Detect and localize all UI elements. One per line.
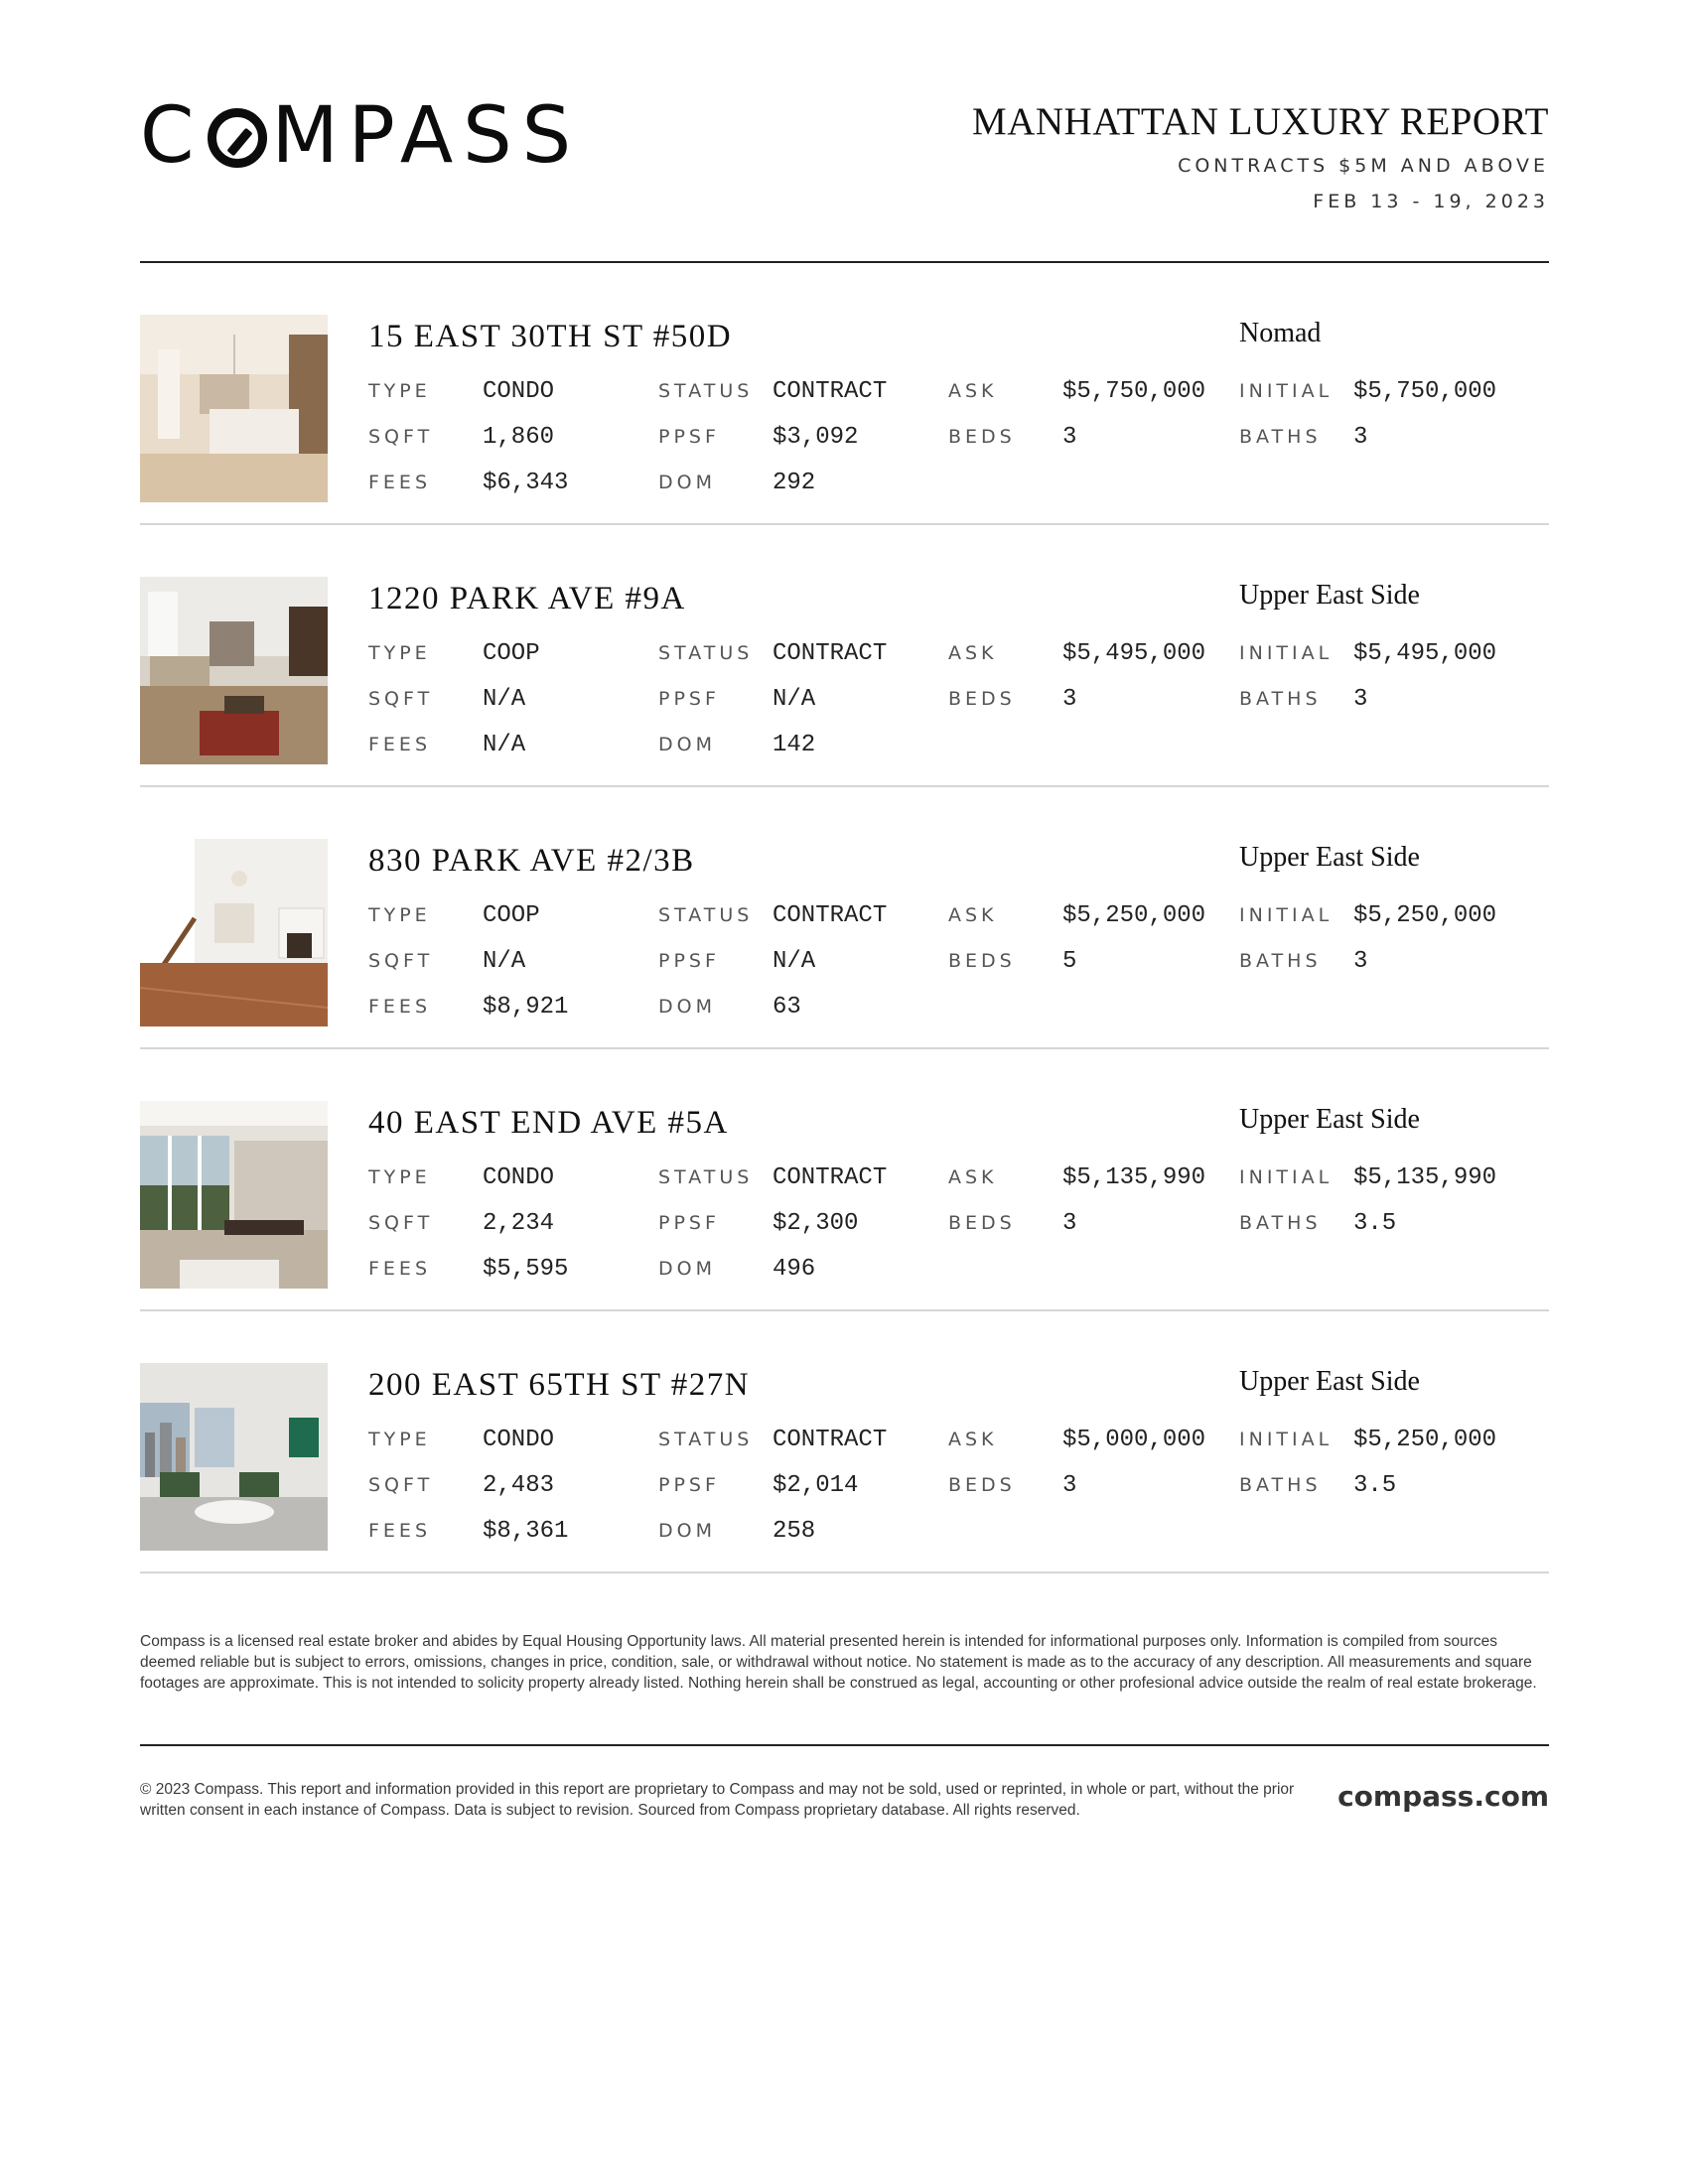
sqft-value: N/A — [483, 686, 526, 713]
type-value: CONDO — [483, 1164, 555, 1191]
ppsf-value: $2,300 — [773, 1210, 859, 1237]
initial-value: $5,135,990 — [1353, 1164, 1497, 1191]
fees-value: $8,921 — [483, 994, 569, 1021]
report-page — [140, 0, 1549, 1819]
ask-label: ASK — [948, 1429, 998, 1450]
initial-value: $5,250,000 — [1353, 902, 1497, 929]
listing-address[interactable]: 40 EAST END AVE #5A — [368, 1105, 729, 1141]
beds-value: 3 — [1062, 424, 1077, 451]
initial-label: INITIAL — [1239, 1166, 1334, 1188]
initial-value: $5,495,000 — [1353, 640, 1497, 667]
baths-value: 3 — [1353, 424, 1368, 451]
fees-label: FEES — [368, 996, 431, 1018]
listing-address[interactable]: 1220 PARK AVE #9A — [368, 581, 686, 616]
beds-value: 3 — [1062, 1210, 1077, 1237]
dom-value: 63 — [773, 994, 801, 1021]
initial-label: INITIAL — [1239, 642, 1334, 664]
fees-value: N/A — [483, 732, 526, 758]
status-label: STATUS — [658, 1166, 754, 1188]
dom-value: 142 — [773, 732, 816, 758]
listing-address[interactable]: 15 EAST 30TH ST #50D — [368, 319, 733, 354]
initial-label: INITIAL — [1239, 1429, 1334, 1450]
footer-divider — [140, 1744, 1549, 1746]
beds-label: BEDS — [948, 1474, 1016, 1496]
living-room-photo[interactable] — [140, 577, 328, 764]
interior-kitchen-photo[interactable] — [140, 315, 328, 502]
dom-value: 496 — [773, 1256, 816, 1283]
type-value: COOP — [483, 640, 540, 667]
ask-value: $5,000,000 — [1062, 1427, 1206, 1453]
fees-label: FEES — [368, 1520, 431, 1542]
fees-value: $5,595 — [483, 1256, 569, 1283]
sqft-value: 2,483 — [483, 1472, 555, 1499]
type-value: CONDO — [483, 1427, 555, 1453]
beds-value: 3 — [1062, 1472, 1077, 1499]
listing-neighborhood: Nomad — [1239, 318, 1322, 348]
ask-label: ASK — [948, 380, 998, 402]
ask-label: ASK — [948, 1166, 998, 1188]
status-label: STATUS — [658, 1429, 754, 1450]
listing-neighborhood: Upper East Side — [1239, 842, 1420, 873]
dom-label: DOM — [658, 996, 716, 1018]
beds-label: BEDS — [948, 1212, 1016, 1234]
living-room-skyline-photo[interactable] — [140, 1363, 328, 1551]
baths-value: 3 — [1353, 686, 1368, 713]
dom-value: 258 — [773, 1518, 816, 1545]
ask-label: ASK — [948, 642, 998, 664]
fees-label: FEES — [368, 734, 431, 755]
initial-label: INITIAL — [1239, 904, 1334, 926]
ppsf-value: N/A — [773, 948, 816, 975]
ask-label: ASK — [948, 904, 998, 926]
status-value: CONTRACT — [773, 902, 888, 929]
ppsf-value: $2,014 — [773, 1472, 859, 1499]
initial-label: INITIAL — [1239, 380, 1334, 402]
initial-value: $5,250,000 — [1353, 1427, 1497, 1453]
report-title: MANHATTAN LUXURY REPORT — [972, 100, 1549, 143]
dom-label: DOM — [658, 472, 716, 493]
status-label: STATUS — [658, 904, 754, 926]
legal-disclaimer: Compass is a licensed real estate broker and abides by Equal Housing Opportunity laws. All material presented herein is intended for informational purposes only. Information is compiled from sources deemed reliable but is subject to errors, omissions, changes in price, condition, sale, or withdrawal without notice. No statement is made as to the accuracy of any description. All measurements and square footages are approximate. This is not intended to solicity property already listed. Nothing herein shall be construed as legal, accounting or other profesional advice outside the realm of real estate brokerage. — [140, 1633, 1537, 1692]
compass-logo-o-icon — [208, 108, 267, 168]
report-subtitle: CONTRACTS $5M AND ABOVE — [1178, 155, 1549, 177]
ask-value: $5,750,000 — [1062, 378, 1206, 405]
type-label: TYPE — [368, 380, 431, 402]
listing-row — [140, 263, 1549, 525]
dom-label: DOM — [658, 1258, 716, 1280]
status-value: CONTRACT — [773, 1427, 888, 1453]
fees-value: $6,343 — [483, 470, 569, 496]
listings — [140, 263, 1549, 1573]
listing-neighborhood: Upper East Side — [1239, 1366, 1420, 1397]
status-label: STATUS — [658, 642, 754, 664]
baths-label: BATHS — [1239, 950, 1322, 972]
ppsf-label: PPSF — [658, 688, 720, 710]
sqft-value: 2,234 — [483, 1210, 555, 1237]
listing-row — [140, 525, 1549, 787]
sqft-value: N/A — [483, 948, 526, 975]
fees-label: FEES — [368, 1258, 431, 1280]
beds-value: 5 — [1062, 948, 1077, 975]
initial-value: $5,750,000 — [1353, 378, 1497, 405]
status-label: STATUS — [658, 380, 754, 402]
listing-row — [140, 1049, 1549, 1311]
listing-neighborhood: Upper East Side — [1239, 580, 1420, 611]
sqft-label: SQFT — [368, 426, 434, 448]
dom-value: 292 — [773, 470, 816, 496]
website-link[interactable]: compass.com — [1337, 1780, 1549, 1813]
sqft-label: SQFT — [368, 1474, 434, 1496]
listing-address[interactable]: 830 PARK AVE #2/3B — [368, 843, 695, 879]
report-header — [140, 0, 1549, 264]
ppsf-label: PPSF — [658, 950, 720, 972]
copyright-notice: © 2023 Compass. This report and information provided in this report are proprietary to Compass and may not be sold, used or reprinted, in whole or part, without the prior written consent in each instance of Compass. Data is subject to revision. Sourced from Compass proprietary database. All rights reserved. — [140, 1781, 1295, 1819]
baths-value: 3.5 — [1353, 1210, 1397, 1237]
ppsf-label: PPSF — [658, 1212, 720, 1234]
listing-row — [140, 1311, 1549, 1573]
sqft-label: SQFT — [368, 950, 434, 972]
ppsf-label: PPSF — [658, 426, 720, 448]
type-label: TYPE — [368, 904, 431, 926]
fees-value: $8,361 — [483, 1518, 569, 1545]
dining-room-view-photo[interactable] — [140, 1101, 328, 1289]
type-label: TYPE — [368, 1429, 431, 1450]
ask-value: $5,495,000 — [1062, 640, 1206, 667]
status-value: CONTRACT — [773, 640, 888, 667]
fees-label: FEES — [368, 472, 431, 493]
type-label: TYPE — [368, 642, 431, 664]
beds-label: BEDS — [948, 950, 1016, 972]
type-value: CONDO — [483, 378, 555, 405]
compass-logo: C MPASS — [140, 91, 582, 181]
sqft-value: 1,860 — [483, 424, 555, 451]
baths-label: BATHS — [1239, 1474, 1322, 1496]
listing-neighborhood: Upper East Side — [1239, 1104, 1420, 1135]
baths-value: 3 — [1353, 948, 1368, 975]
type-label: TYPE — [368, 1166, 431, 1188]
beds-label: BEDS — [948, 688, 1016, 710]
ask-value: $5,250,000 — [1062, 902, 1206, 929]
listing-row — [140, 787, 1549, 1049]
sqft-label: SQFT — [368, 1212, 434, 1234]
ask-value: $5,135,990 — [1062, 1164, 1206, 1191]
ppsf-value: N/A — [773, 686, 816, 713]
report-date-range: FEB 13 - 19, 2023 — [1313, 191, 1549, 212]
beds-label: BEDS — [948, 426, 1016, 448]
dom-label: DOM — [658, 734, 716, 755]
baths-label: BATHS — [1239, 426, 1322, 448]
sqft-label: SQFT — [368, 688, 434, 710]
listing-address[interactable]: 200 EAST 65TH ST #27N — [368, 1367, 751, 1403]
foyer-staircase-photo[interactable] — [140, 839, 328, 1026]
baths-label: BATHS — [1239, 688, 1322, 710]
baths-label: BATHS — [1239, 1212, 1322, 1234]
beds-value: 3 — [1062, 686, 1077, 713]
status-value: CONTRACT — [773, 1164, 888, 1191]
dom-label: DOM — [658, 1520, 716, 1542]
baths-value: 3.5 — [1353, 1472, 1397, 1499]
ppsf-value: $3,092 — [773, 424, 859, 451]
type-value: COOP — [483, 902, 540, 929]
ppsf-label: PPSF — [658, 1474, 720, 1496]
status-value: CONTRACT — [773, 378, 888, 405]
